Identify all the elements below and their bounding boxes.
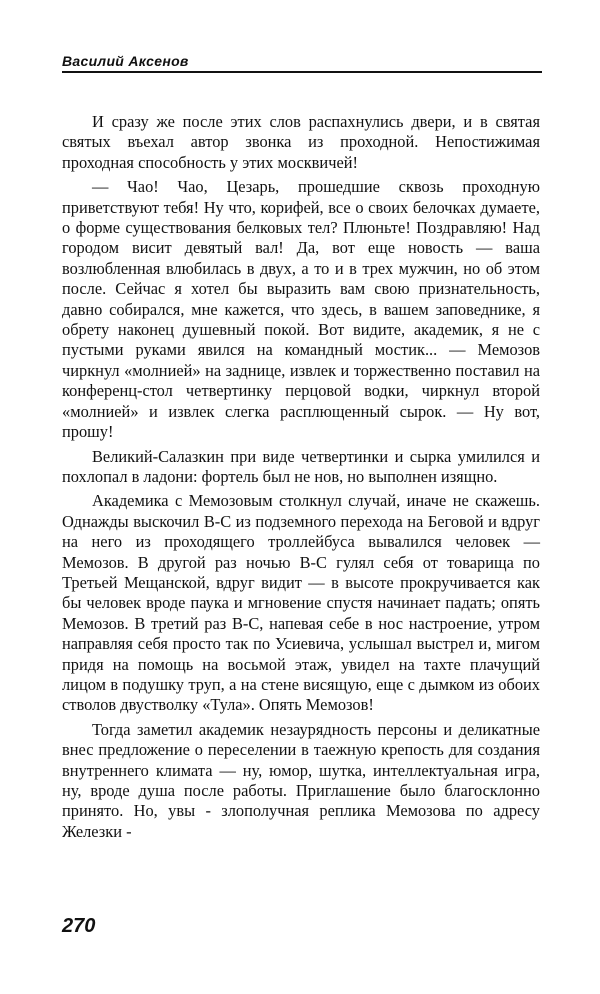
- body-text: [62, 112, 540, 842]
- author-name: Василий Аксенов: [62, 53, 189, 69]
- running-header: [62, 52, 542, 73]
- paragraph: Великий-Салазкин при виде четвертинки и сырка умилился и похлопал в ладони: фортель был не нов, но выполнен изящно.: [62, 446, 540, 486]
- paragraph: Тогда заметил академик незаурядность персоны и деликатные внес предложение о переселении в таежную крепость для создания внутреннего климата — ну, юмор, шутка, интеллектуальная игра, ну, вроде душа после работы. Приглашение было благосклонно принято. Но, увы - злополучная реплика Мемозова по адресу Железки -: [62, 719, 540, 841]
- page-number: 270: [62, 915, 96, 937]
- header-rule: [62, 71, 542, 73]
- paragraph: И сразу же после этих слов распахнулись двери, и в святая святых въехал автор звонка из проходной. Непостижимая проходная способность у этих москвичей!: [62, 112, 540, 172]
- paragraph: Академика с Мемозовым столкнул случай, иначе не скажешь. Однажды выскочил В-С из подземного перехода на Беговой и вдруг на него из проходящего троллейбуса вывалился человек — Мемозов. В другой раз ночью В-С гулял себя от товарища по Третьей Мещанской, вдруг видит — в высоте прокручивается как бы человек вроде паука и мгновение спустя начинает падать; опять Мемозов. В третий раз В-С, напевая себе в нос настроение, утром направляя себя просто так по Усиевича, услышал выстрел и, мигом придя на помощь на восьмой этаж, увидел на тахте плачущий лицом в подушку труп, а на стене висящую, еще с дымком из обоих стволов двустволку «Тула». Опять Мемозов!: [62, 491, 540, 715]
- paragraph: — Чао! Чао, Цезарь, прошедшие сквозь проходную приветствуют тебя! Ну что, корифей, все о своих белочках думаете, о форме существования белковых тел? Плюньте! Поздравляю! Над городом висит девятый вал! Да, вот еще новость — ваша возлюбленная влюбилась в двух, а то и в трех мужчин, но об этом после. Сейчас я хотел бы выразить вам свою признательность, давно собирался, мне кажется, что здесь, в вашем заповеднике, я обрету наконец душевный покой. Вот видите, академик, я не с пустыми руками явился на командный мостик... — Мемозов чиркнул «молнией» на заднице, извлек и торжественно поставил на конференц-стол четвертинку перцовой водки, чиркнул второй «молнией» и извлек слегка расплющенный сырок. — Ну вот, прошу!: [62, 177, 540, 442]
